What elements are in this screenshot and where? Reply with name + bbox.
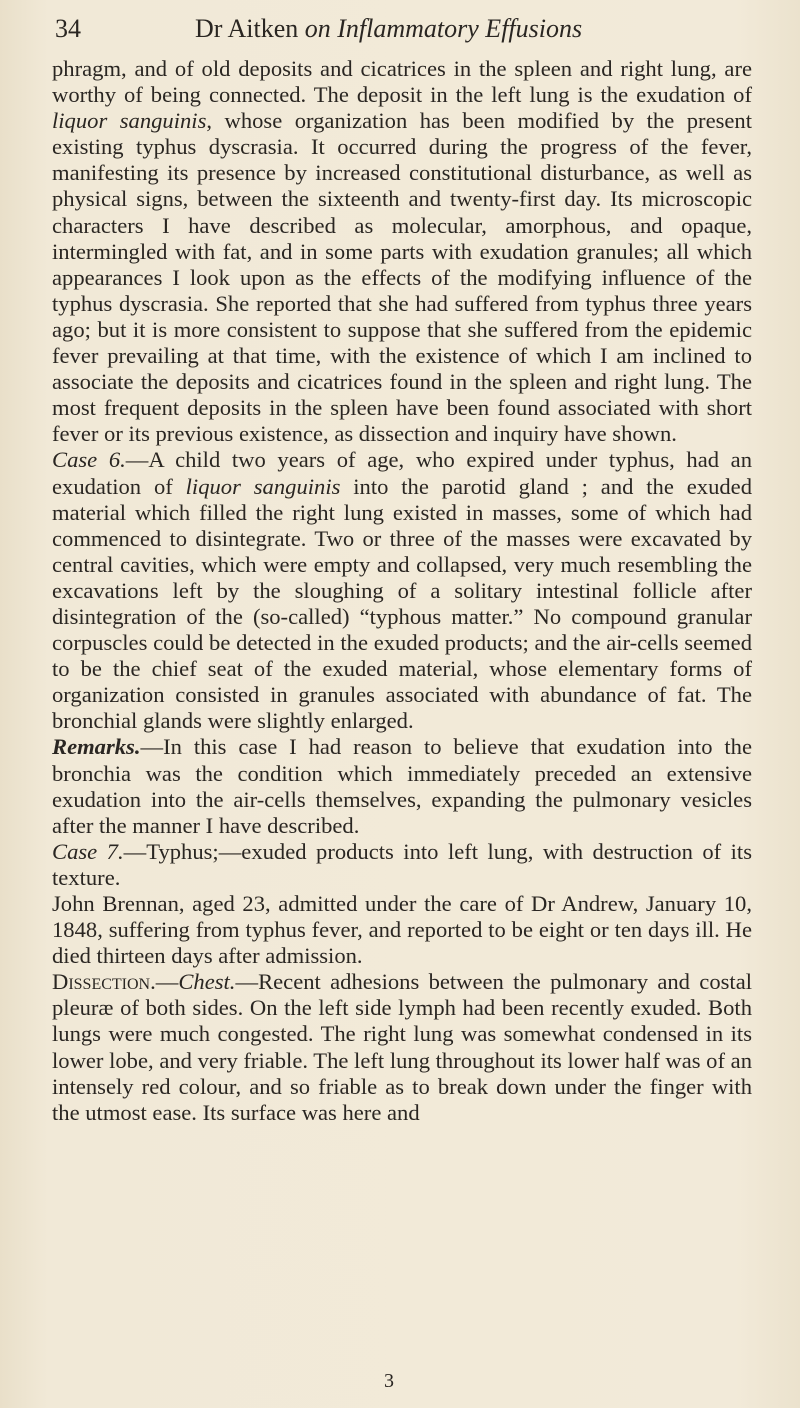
paragraph-p1 [52,56,752,447]
text-segment: Case 7. [52,838,124,864]
paragraph-p2 [52,447,752,734]
paragraph-p3 [52,734,752,838]
text-segment: John Brennan, aged 23, admitted under the care of Dr Andrew, January 10, 1848, suffering from typhus fever, and reported to be eight or ten days ill. He died thirteen days after admission. [52,891,752,969]
text-segment: liquor sanguinis [52,108,207,134]
text-segment: Chest. [178,969,236,995]
running-title [195,14,582,44]
text-segment: —Typhus;—exuded products into left lung, with destruction of its texture. [52,838,752,890]
text-segment: Dissection. [52,969,156,995]
running-header [55,14,755,48]
text-segment: —A child two years of age, who expired under typhus, had an exudation of [52,447,753,499]
text-segment: —Recent adhesions between the pulmonary and costal pleuræ of both sides. On the left side lymph had been recently exuded. Both lungs were much congested. The right lung was somewhat condensed in its lower lobe, and very friable. The left lung throughout its lower half was of an intensely red colour, and so friable as to break down under the finger with the utmost ease. Its surface was here and [52,969,752,1125]
paragraph-p4 [52,839,752,891]
text-segment: —In this case I had reason to believe that exudation into the bronchia was the condition which immediately preceded an extensive exudation into the air-cells themselves, expanding the pulmonary vesicles after the manner I have described. [52,734,752,838]
text-segment [52,734,141,759]
text-segment: liquor sanguinis [185,473,341,499]
text-segment: phragm, and of old deposits and cicatrices in the spleen and right lung, are worthy of being connected. The deposit in the left lung is the exudation of [52,56,752,108]
page-number: 34 [55,14,81,43]
text-segment: into the parotid gland ; and the exuded material which filled the right lung existed in masses, some of which had commenced to disintegrate. Two or three of the masses were excavated by central cavities, which were empty and collapsed, very much resembling the excavations left by the sloughing of a solitary intestinal follicle after disintegration of the (so-called) “typhous matter.” No compound granular corpuscles could be detected in the exuded products; and the air-cells seemed to be the chief seat of the exuded material, whose elementary forms of organization consisted in granules associated with abundance of fat. The bronchial glands were slightly enlarged. [52,473,752,734]
paragraph-p6 [52,969,752,1126]
text-segment: Case 6. [52,447,126,473]
header-on: on [304,14,331,43]
signature-mark: 3 [384,1370,394,1392]
header-title: Inflammatory Effusions [337,14,583,43]
text-segment: — [155,969,179,995]
header-author: Dr Aitken [195,14,299,43]
paragraph-p5 [52,891,752,969]
text-segment: Remarks. [52,734,141,760]
text-segment: , whose organization has been modified by the present existing typhus dyscrasia. It occurred during the progress of the fever, manifesting its presence by increased constitutional disturbance, as well as physical signs, between the sixteenth and twenty-first day. Its microscopic characters I have described as molecular, amorphous, and opaque, intermingled with fat, and in some parts with exudation granules; all which appearances I look upon as the effects of the modifying influence of the typhus dyscrasia. She reported that she had suffered from typhus three years ago; but it is more consistent to suppose that she suffered from the epidemic fever prevailing at that time, with the existence of which I am inclined to associate the deposits and cicatrices found in the spleen and right lung. The most frequent deposits in the spleen have been found associated with short fever or its previous existence, as dissection and inquiry have shown. [52,108,752,447]
body-text [52,56,752,1126]
